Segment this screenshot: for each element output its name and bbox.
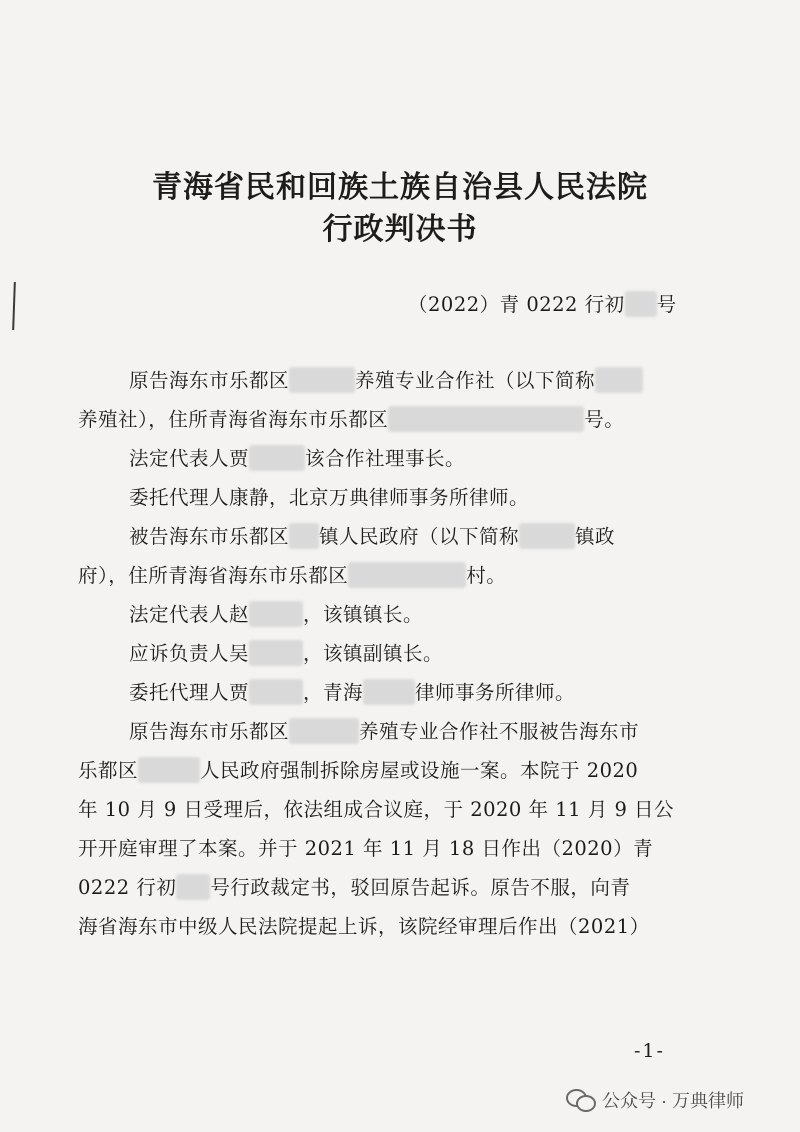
paragraph-line: 法定代表人贾 该合作社理事长。 bbox=[129, 447, 466, 470]
paragraph-line: 原告海东市乐都区 养殖专业合作社不服被告海东市 bbox=[129, 720, 640, 743]
paragraph-line: 乐都区 人民政府强制拆除房屋或设施一案。本院于 2020 bbox=[78, 759, 639, 782]
redacted-block bbox=[519, 523, 575, 549]
redacted-block bbox=[625, 291, 657, 317]
redacted-block bbox=[595, 367, 643, 393]
watermark-text: 公众号 · 万典律师 bbox=[602, 1091, 744, 1111]
paragraph-line: 委托代理人贾 ，青海 律师事务所律师。 bbox=[129, 681, 576, 704]
redacted-block bbox=[249, 640, 303, 666]
wechat-icon bbox=[566, 1089, 596, 1111]
case-number: （2022）青 0222 行初 号 bbox=[408, 293, 677, 316]
paragraph-line: 开开庭审理了本案。并于 2021 年 11 月 18 日作出（2020）青 bbox=[78, 837, 654, 860]
paragraph-line: 被告海东市乐都区 镇人民政府（以下简称 镇政 bbox=[129, 525, 616, 548]
paragraph-line: 委托代理人康静，北京万典律师事务所律师。 bbox=[129, 486, 530, 509]
redacted-block bbox=[289, 523, 319, 549]
paragraph-line: 年 10 月 9 日受理后，依法组成合议庭，于 2020 年 11 月 9 日公 bbox=[78, 798, 675, 821]
redacted-block bbox=[388, 406, 584, 432]
document-type-title: 行政判决书 bbox=[322, 212, 478, 247]
redacted-block bbox=[249, 679, 303, 705]
watermark bbox=[566, 1084, 744, 1116]
paragraph-line: 海省海东市中级人民法院提起上诉，该院经审理后作出（2021） bbox=[78, 915, 650, 938]
paragraph-line: 府），住所青海省海东市乐都区 村。 bbox=[78, 564, 507, 587]
court-title: 青海省民和回族土族自治县人民法院 bbox=[152, 170, 648, 205]
page-number: -1- bbox=[634, 1040, 665, 1062]
paragraph-line: 法定代表人赵 ，该镇镇长。 bbox=[129, 603, 424, 626]
paragraph-line: 原告海东市乐都区 养殖专业合作社（以下简称 bbox=[129, 365, 643, 393]
redacted-block bbox=[348, 562, 466, 588]
redacted-block bbox=[138, 757, 200, 783]
paragraph-line: 养殖社），住所青海省海东市乐都区 号。 bbox=[78, 408, 625, 431]
redacted-block bbox=[249, 445, 305, 471]
redacted-block bbox=[363, 679, 415, 705]
redacted-block bbox=[249, 601, 303, 627]
paragraph-line: 0222 行初 号行政裁定书，驳回原告起诉。原告不服，向青 bbox=[78, 876, 631, 899]
binding-mark bbox=[12, 282, 16, 330]
redacted-block bbox=[176, 874, 210, 900]
redacted-block bbox=[289, 718, 359, 744]
paragraph-line: 应诉负责人吴 ，该镇副镇长。 bbox=[129, 642, 444, 665]
redacted-block bbox=[289, 367, 355, 393]
